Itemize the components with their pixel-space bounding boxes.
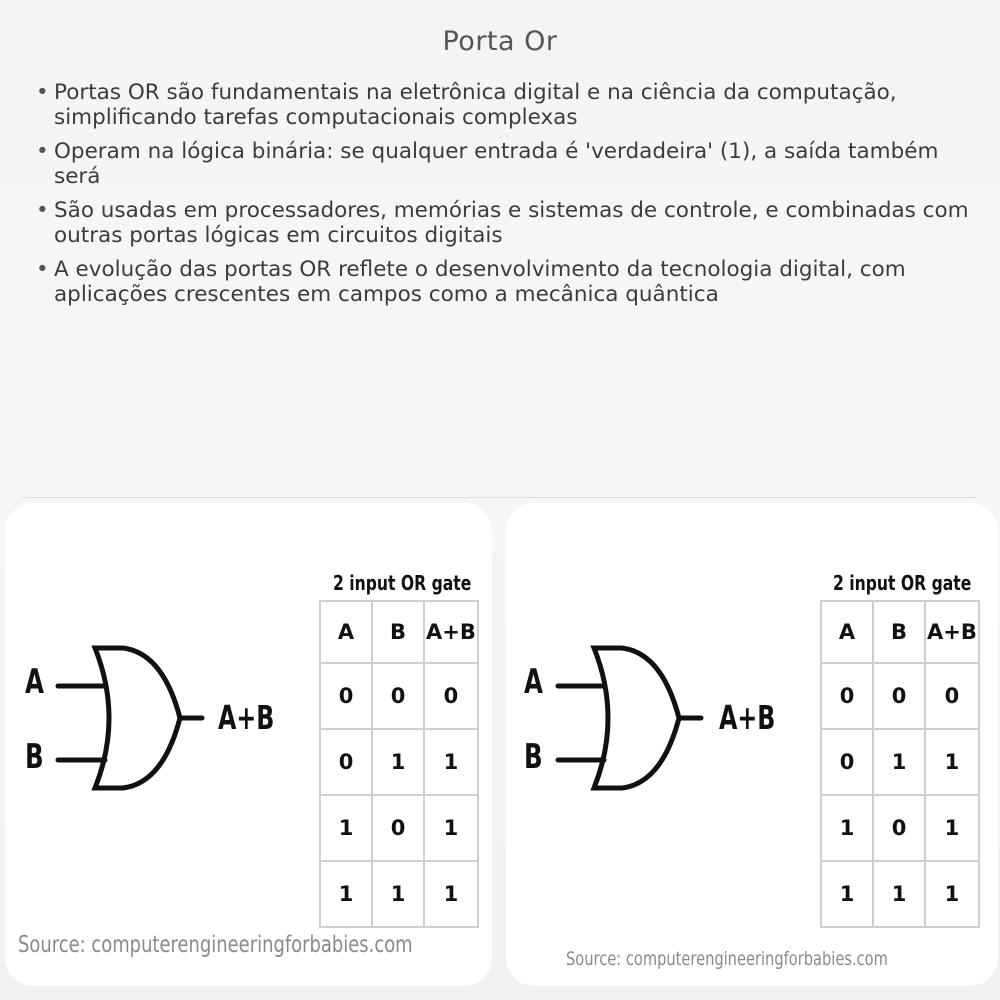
- table-cell: 1: [372, 861, 424, 927]
- truth-table-title: 2 input OR gate: [833, 571, 972, 595]
- table-header: A: [821, 601, 873, 663]
- table-cell: 1: [320, 795, 372, 861]
- truth-table: [820, 600, 980, 928]
- truth-table: [319, 600, 479, 928]
- table-header: A+B: [925, 601, 979, 663]
- table-cell: 1: [424, 729, 478, 795]
- table-header: B: [873, 601, 925, 663]
- source-caption: Source: computerengineeringforbabies.com: [566, 948, 888, 970]
- table-cell: 0: [320, 729, 372, 795]
- table-cell: 1: [925, 729, 979, 795]
- table-cell: 0: [821, 663, 873, 729]
- table-cell: 1: [821, 861, 873, 927]
- table-cell: 1: [424, 861, 478, 927]
- table-cell: 0: [873, 795, 925, 861]
- table-cell: 1: [873, 861, 925, 927]
- table-cell: 0: [821, 729, 873, 795]
- table-cell: 1: [372, 729, 424, 795]
- section-divider: [22, 497, 977, 498]
- or-gate-symbol: [95, 648, 180, 788]
- table-cell: 0: [372, 663, 424, 729]
- table-cell: 1: [925, 795, 979, 861]
- table-cell: 1: [925, 861, 979, 927]
- input-a-label: A: [25, 662, 44, 702]
- table-cell: 1: [821, 795, 873, 861]
- bullet-item: • Portas OR são fundamentais na eletrônica digital e na ciência da computação, simplificando tarefas computacionais complexas: [36, 80, 976, 130]
- table-cell: 1: [320, 861, 372, 927]
- page-title: Porta Or: [442, 26, 558, 57]
- table-header: A: [320, 601, 372, 663]
- output-label: A+B: [719, 699, 776, 738]
- or-gate-symbol: [594, 648, 679, 788]
- table-cell: 0: [925, 663, 979, 729]
- bullet-list: [36, 80, 976, 316]
- or-gate-figure-right: [506, 503, 998, 986]
- output-label: A+B: [218, 699, 275, 738]
- truth-table-title: 2 input OR gate: [333, 571, 472, 595]
- or-gate-figure-left: [5, 503, 492, 986]
- table-cell: 0: [873, 663, 925, 729]
- input-a-label: A: [524, 662, 543, 702]
- table-cell: 0: [372, 795, 424, 861]
- table-header: A+B: [424, 601, 478, 663]
- bullet-item: • Operam na lógica binária: se qualquer entrada é 'verdadeira' (1), a saída também será: [36, 139, 976, 189]
- table-cell: 0: [424, 663, 478, 729]
- table-cell: 0: [320, 663, 372, 729]
- table-cell: 1: [424, 795, 478, 861]
- bullet-item: • São usadas em processadores, memórias e sistemas de controle, e combinadas com outras portas lógicas em circuitos digitais: [36, 198, 976, 248]
- input-b-label: B: [25, 737, 44, 777]
- table-header: B: [372, 601, 424, 663]
- source-caption: Source: computerengineeringforbabies.com: [18, 932, 413, 958]
- input-b-label: B: [524, 737, 543, 777]
- table-cell: 1: [873, 729, 925, 795]
- bullet-item: • A evolução das portas OR reflete o desenvolvimento da tecnologia digital, com aplicações crescentes em campos como a mecânica quântica: [36, 257, 976, 307]
